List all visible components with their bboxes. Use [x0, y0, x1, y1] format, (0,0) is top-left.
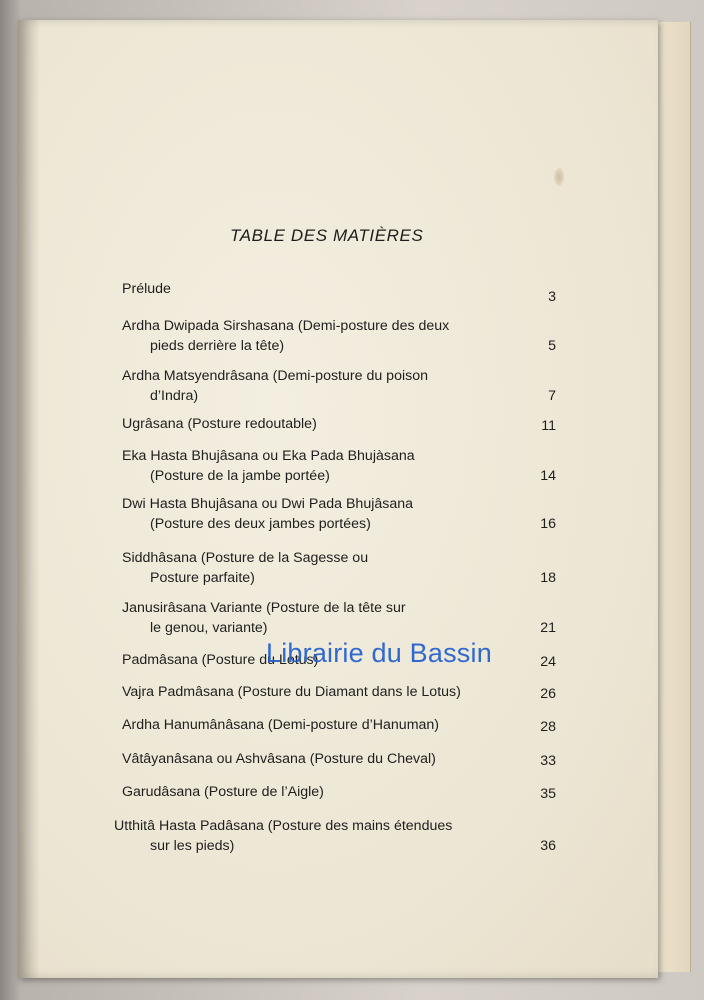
watermark: Librairie du Bassin — [266, 638, 492, 668]
toc-entry-subtitle: d’Indra) — [150, 388, 199, 404]
toc-page-number: 26 — [540, 686, 556, 702]
toc-entry-title: Dwi Hasta Bhujâsana ou Dwi Pada Bhujâsana — [122, 496, 414, 512]
toc-entry-title: Vâtâyanâsana ou Ashvâsana (Posture du Cheval) — [122, 751, 436, 767]
toc-entry-title: Siddhâsana (Posture de la Sagesse ou — [122, 550, 369, 566]
toc-page-number: 16 — [540, 516, 556, 532]
toc-entry — [122, 715, 556, 735]
toc-entry — [114, 816, 556, 856]
toc-entry — [122, 682, 556, 702]
toc-page-number: 36 — [540, 838, 556, 854]
toc-entry-title: Janusirâsana Variante (Posture de la tête sur — [122, 600, 406, 616]
page-title: TABLE DES MATIÈRES — [230, 226, 424, 245]
toc-entry-subtitle: le genou, variante) — [150, 620, 268, 636]
toc-page-number: 21 — [540, 620, 556, 636]
toc-entry — [122, 598, 556, 638]
toc-entry — [122, 414, 556, 434]
toc-entry — [122, 316, 556, 356]
toc-entry-subtitle: sur les pieds) — [150, 838, 235, 854]
toc-entry-title: Utthitâ Hasta Padâsana (Posture des mains étendues — [114, 818, 453, 834]
toc-entry-subtitle: (Posture de la jambe portée) — [150, 468, 330, 484]
toc-entry-subtitle: (Posture des deux jambes portées) — [150, 516, 371, 532]
toc-entry-title: Ugrâsana (Posture redoutable) — [122, 416, 317, 432]
toc-entry — [122, 749, 556, 769]
toc-entry-title: Ardha Hanumânâsana (Demi-posture d’Hanuman) — [122, 717, 440, 733]
toc-page-number: 7 — [548, 388, 556, 404]
toc-entry-title: Vajra Padmâsana (Posture du Diamant dans le Lotus) — [122, 684, 461, 700]
table-of-contents — [18, 20, 658, 978]
toc-entry-subtitle: Posture parfaite) — [150, 570, 255, 586]
toc-entry — [122, 494, 556, 534]
toc-page-number: 11 — [541, 418, 556, 434]
toc-entry-title: Ardha Dwipada Sirshasana (Demi-posture des deux — [122, 318, 450, 334]
toc-page-number: 5 — [548, 338, 556, 354]
toc-page-number: 28 — [540, 719, 556, 735]
toc-page-number: 24 — [540, 654, 556, 670]
toc-entry — [122, 279, 556, 305]
toc-page-number: 18 — [540, 570, 556, 586]
toc-entry-title: Padmâsana (Posture du Lotus) — [122, 652, 319, 668]
toc-page-number: 33 — [540, 753, 556, 769]
toc-entry — [122, 366, 556, 406]
toc-page-number: 3 — [548, 289, 556, 305]
toc-entry-title: Prélude — [122, 281, 171, 297]
toc-entry-title: Garudâsana (Posture de l’Aigle) — [122, 784, 324, 800]
toc-entry — [122, 548, 556, 588]
toc-page-number: 14 — [540, 468, 556, 484]
toc-entry-subtitle: pieds derrière la tête) — [150, 338, 285, 354]
book-page — [18, 20, 658, 978]
toc-page-number: 35 — [540, 786, 556, 802]
toc-entry-title: Eka Hasta Bhujâsana ou Eka Pada Bhujàsana — [122, 448, 415, 464]
toc-entry — [122, 446, 556, 486]
toc-entry — [122, 782, 556, 802]
toc-entry-title: Ardha Matsyendrâsana (Demi-posture du poison — [122, 368, 428, 384]
